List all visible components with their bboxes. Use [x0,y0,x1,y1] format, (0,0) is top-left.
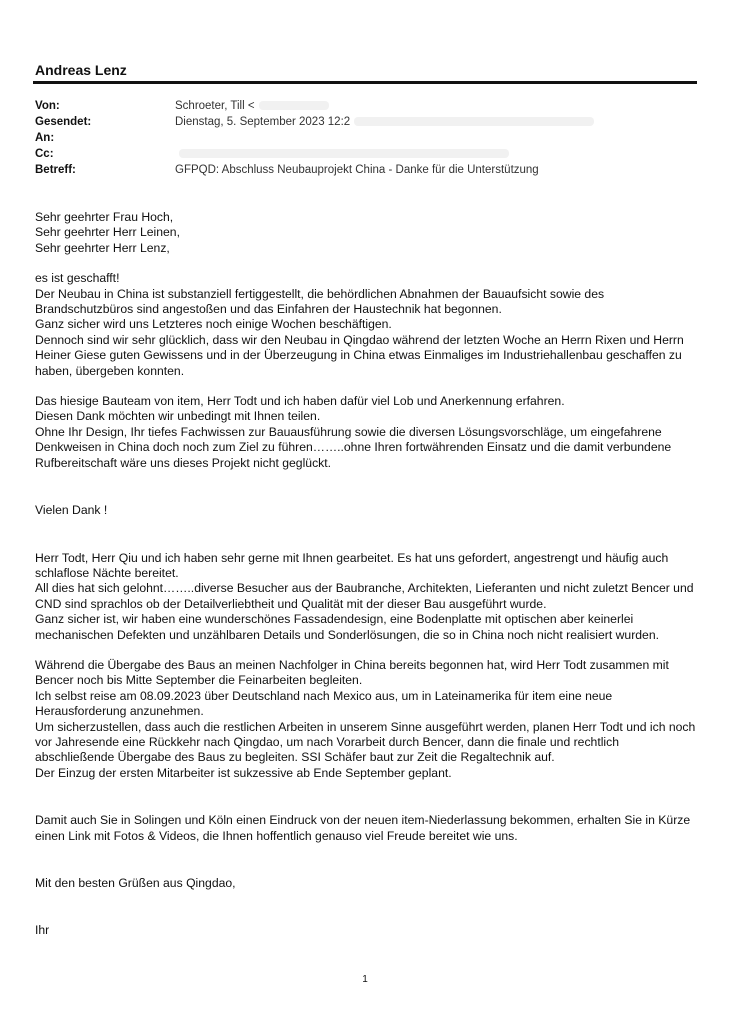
subject-label: Betreff: [35,164,76,176]
page-number: 1 [362,974,368,985]
email-body [35,210,700,939]
sender-name: Andreas Lenz [35,62,127,78]
to-row [35,130,695,146]
cc-label: Cc: [35,148,54,160]
paragraph-5: Damit auch Sie in Solingen und Köln einen Eindruck von der neuen item-Niederlassung bekommen, erhalten Sie in Kürze einen Link mit Fotos & Videos, die Ihnen hoffentlich genauso viel Freude bereitet wie uns. [35,813,691,843]
sent-row [35,114,695,130]
subject-row [35,162,695,178]
paragraph-1: es ist geschafft! Der Neubau in China ist substanziell fertiggestellt, die behördlichen Abnahmen der Bauaufsicht sowie des Brandschutzbüros sind angestoßen und das Einfahren der Haustechnik hat begonnen. Ganz sicher wird uns Letzteres noch einige Wochen beschäftigen. Dennoch sind wir sehr glücklich, dass wir den Neubau in Qingdao während der letzten Woche an Herrn Rixen und Herrn Heiner Giese guten Gewissens und in der Überzeugung in China etwas Einmaliges im Industriehallenbau geschaffen zu haben, übergeben konnten. [35,271,684,378]
header-rule [33,81,697,84]
from-label: Von: [35,100,60,112]
salutation: Sehr geehrter Frau Hoch, Sehr geehrter Herr Leinen, Sehr geehrter Herr Lenz, [35,210,180,255]
closing-line: Mit den besten Grüßen aus Qingdao, [35,876,236,890]
signature: Ihr [35,923,50,938]
thanks-line: Vielen Dank ! [35,503,108,518]
redaction [354,117,594,126]
paragraph-4: Während die Übergabe des Baus an meinen Nachfolger in China bereits begonnen hat, wird Herr Todt zusammen mit Bencer noch bis Mitte September die Feinarbeiten begleiten. Ich selbst reise am 08.09.2023 über Deutschland nach Mexico aus, um in Lateinamerika für item eine neue Herausforderung anzunehmen. Um sicherzustellen, dass auch die restlichen Arbeiten in unserem Sinne ausgeführt werden, planen Herr Todt und ich noch vor Jahresende eine Rückkehr nach Qingdao, um nach Vorarbeit durch Bencer, dann die finale und rechtlich abschließende Übergabe des Baus zu begleiten. SSI Schäfer baut zur Zeit die Regaltechnik auf. Der Einzug der ersten Mitarbeiter ist sukzessive ab Ende September geplant. [35,657,696,780]
to-label: An: [35,132,55,144]
redaction [259,101,329,110]
redaction [179,149,509,158]
from-value: Schroeter, Till < [175,100,255,112]
cc-row [35,146,695,162]
email-header [35,98,695,178]
sent-label: Gesendet: [35,116,92,128]
paragraph-3: Herr Todt, Herr Qiu und ich haben sehr gerne mit Ihnen gearbeitet. Es hat uns gefordert, angestrengt und häufig auch schlaflose Nächte bereitet. All dies hat sich gelohnt……..diverse Besucher aus der Baubranche, Architekten, Lieferanten und nicht zuletzt Bencer und CND sind sprachlos ob der Detailverliebtheit und Qualität mit der dieser Bau ausgeführt wurde. Ganz sicher ist, wir haben eine wunderschönes Fassadendesign, eine Bodenplatte mit optischen aber keinerlei mechanischen Defekten und unzählbaren Details und Sonderlösungen, die so in China noch nicht realisiert wurden. [35,550,694,642]
subject-value: GFPQD: Abschluss Neubauprojekt China - Danke für die Unterstützung [175,164,539,176]
paragraph-2: Das hiesige Bauteam von item, Herr Todt und ich haben dafür viel Lob und Anerkennung erfahren. Diesen Dank möchten wir unbedingt mit Ihnen teilen. Ohne Ihr Design, Ihr tiefes Fachwissen zur Bauausführung sowie die diversen Lösungsvorschläge, um eingefahrene Denkweisen in China doch noch zum Ziel zu führen……..ohne Ihren fortwährenden Einsatz und die damit verbundene Rufbereitschaft wäre uns dieses Projekt nicht geglückt. [35,394,672,470]
from-row [35,98,695,114]
sent-value: Dienstag, 5. September 2023 12:2 [175,116,351,128]
